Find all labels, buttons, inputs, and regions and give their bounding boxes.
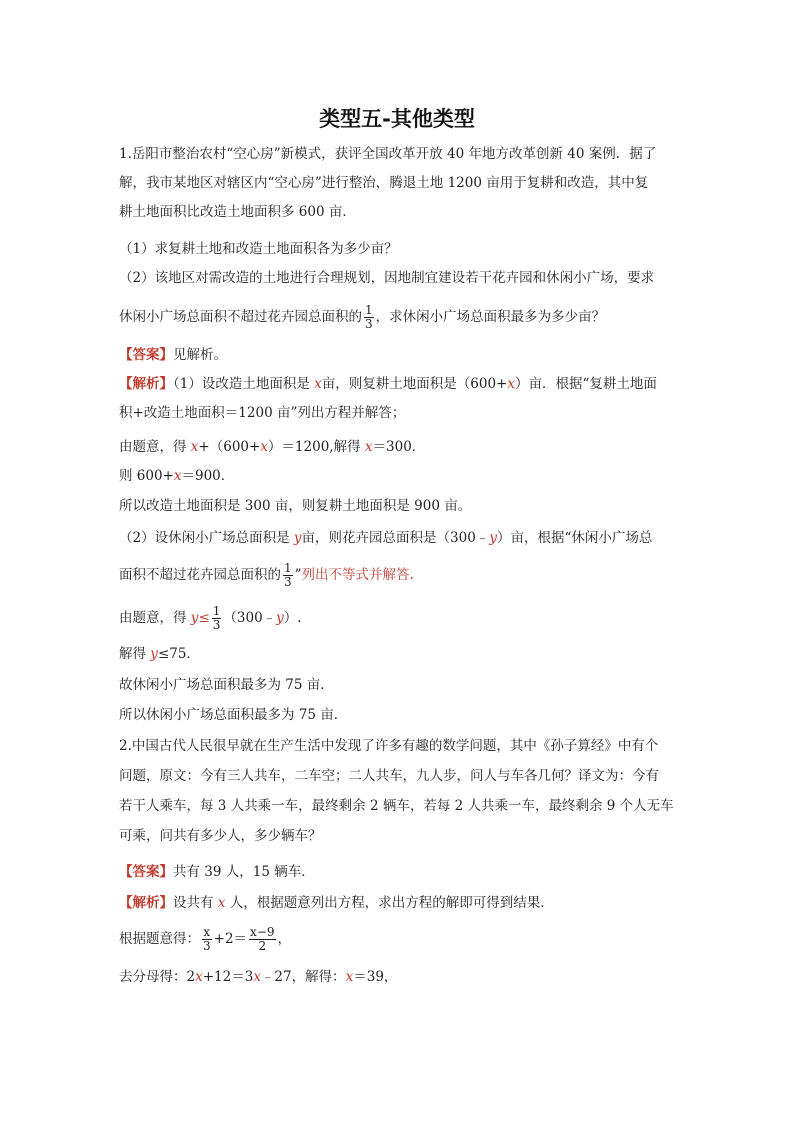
- fraction-x-minus-9-over-2: [249, 926, 275, 953]
- text: （300﹣: [223, 610, 277, 626]
- text: 面积不超过花卉园总面积的: [119, 567, 281, 583]
- q1-line-2: 解，我市某地区对辖区内“空心房”进行整治，腾退土地 1200 亩用于复耕和改造，其中复: [119, 175, 649, 191]
- q1-analysis-line-7: [119, 562, 414, 589]
- text: （2）设休闲小广场总面积是: [119, 530, 294, 546]
- text: +（600+: [198, 439, 261, 455]
- variable-x: x: [260, 439, 268, 455]
- text: ）.: [283, 610, 302, 626]
- q1-line-1: 1.岳阳市整治农村“空心房”新模式，获评全国改革开放 40 年地方改革创新 40 案例．据了: [119, 146, 657, 162]
- answer-tag: 【答案】: [119, 864, 173, 880]
- fraction-denominator: 2: [258, 939, 267, 953]
- q2-line-4: 可乘，问共有多少人，多少辆车？: [119, 828, 322, 844]
- variable-x: x: [195, 969, 203, 985]
- q2-equation-line: [119, 926, 291, 953]
- text: ”: [294, 567, 302, 583]
- variable-y: y: [150, 646, 158, 662]
- answer-text: 见解析。: [173, 347, 227, 363]
- variable-y: y: [293, 530, 302, 546]
- variable-x: x: [173, 468, 182, 484]
- variable-x: x: [364, 439, 373, 455]
- q1-analysis-line-11: 所以休闲小广场总面积最多为 75 亩．: [119, 707, 348, 723]
- text: ）亩，根据“休闲小广场总: [496, 530, 653, 546]
- text: 则 600+: [119, 468, 174, 484]
- fraction-denominator: 3: [203, 939, 211, 953]
- q1-analysis-line-8: [119, 605, 302, 632]
- analysis-tag: 【解析】: [119, 895, 173, 911]
- text: ≤75．: [157, 646, 200, 662]
- text: ）＝1200,解得: [267, 439, 365, 455]
- variable-y: y: [190, 610, 199, 626]
- fraction-x-over-3: [202, 926, 212, 953]
- text: 休闲小广场总面积不超过花卉园总面积的: [119, 309, 362, 325]
- q2-line-3: 若干人乘车，每 3 人共乘一车，最终剩余 2 辆车，若每 2 人共乘一车，最终剩余 9 个人无车: [119, 798, 674, 814]
- analysis-tag: 【解析】: [119, 376, 173, 392]
- q2-answer: [119, 862, 315, 882]
- text: 解得: [119, 646, 151, 662]
- text: +12＝3: [202, 969, 254, 985]
- text: ）亩．根据“复耕土地面: [514, 376, 657, 392]
- variable-x: x: [345, 969, 354, 985]
- fraction-one-third: [283, 562, 293, 589]
- q1-analysis-line-5: 所以改造土地面积是 300 亩，则复耕土地面积是 900 亩。: [119, 498, 472, 514]
- q2-analysis-line-3: [119, 967, 397, 987]
- q1-sub-question-2-line-2: [119, 304, 605, 331]
- fraction-numerator: 1: [284, 561, 292, 575]
- text: 人，根据题意列出方程，求出方程的解即可得到结果．: [225, 895, 554, 911]
- q1-answer: [119, 345, 227, 365]
- text: 亩，则复耕土地面积是（600+: [321, 376, 508, 392]
- q1-analysis-line-2: 积+改造土地面积＝1200 亩”列出方程并解答；: [119, 405, 406, 421]
- fraction-denominator: 3: [365, 317, 373, 331]
- variable-y: y: [276, 610, 284, 626]
- fraction-numerator: 1: [365, 303, 373, 317]
- q1-analysis-line-6: [119, 528, 652, 548]
- text: 根据题意得：: [119, 931, 200, 947]
- less-equal-sign: ≤: [198, 610, 210, 626]
- text: ﹣27，解得：: [260, 969, 346, 985]
- variable-x: x: [314, 376, 322, 392]
- fraction-denominator: 3: [212, 618, 221, 632]
- q1-analysis-line-9: [119, 644, 200, 664]
- fraction-numerator: x: [203, 925, 211, 939]
- page-title: 类型五-其他类型: [319, 107, 475, 131]
- fraction-numerator: 1: [212, 604, 221, 618]
- fraction-one-third: [212, 605, 222, 632]
- text: （1）设改造土地面积是: [173, 376, 315, 392]
- text: 设共有: [173, 895, 218, 911]
- q1-analysis-line-4: [119, 466, 234, 486]
- text: ＝39，: [353, 969, 398, 985]
- text: +2＝: [213, 931, 248, 947]
- q2-line-2: 问题，原文：今有三人共车，二车空；二人共车，九人步，问人与车各几何？译文为：今有: [119, 768, 659, 784]
- text: ，: [277, 931, 292, 947]
- answer-tag: 【答案】: [119, 347, 173, 363]
- q1-analysis-line-1: [119, 374, 657, 394]
- q1-sub-question-2-line-1: （2）该地区对需改造的土地进行合理规划，因地制宜建设若干花卉园和休闲小广场，要求: [119, 270, 655, 286]
- fraction-numerator: x−9: [250, 925, 275, 939]
- text: ＝900．: [181, 468, 235, 484]
- text: 列出不等式并解答.: [301, 567, 414, 583]
- q1-analysis-line-3: [119, 437, 425, 457]
- variable-x: x: [190, 439, 199, 455]
- q1-line-3: 耕土地面积比改造土地面积多 600 亩．: [119, 204, 356, 220]
- fraction-one-third: [364, 304, 374, 331]
- text: ＝300．: [372, 439, 426, 455]
- variable-x: x: [253, 969, 261, 985]
- variable-x: x: [507, 376, 515, 392]
- text: 亩，则花卉园总面积是（300﹣: [301, 530, 490, 546]
- text: 去分母得：2: [119, 969, 196, 985]
- q1-sub-question-1: （1）求复耕土地和改造土地面积各为多少亩？: [119, 241, 398, 257]
- q1-analysis-line-10: 故休闲小广场总面积最多为 75 亩．: [119, 677, 334, 693]
- variable-x: x: [217, 895, 226, 911]
- fraction-denominator: 3: [284, 575, 292, 589]
- text: ，求休闲小广场总面积最多为多少亩？: [375, 309, 606, 325]
- variable-y: y: [489, 530, 497, 546]
- q2-line-1: 2.中国古代人民很早就在生产生活中发现了许多有趣的数学问题，其中《孙子算经》中有个: [119, 738, 659, 754]
- answer-text: 共有 39 人，15 辆车．: [173, 864, 315, 880]
- q2-analysis-line-1: [119, 893, 554, 913]
- text: 由题意，得: [119, 610, 191, 626]
- text: 由题意，得: [119, 439, 191, 455]
